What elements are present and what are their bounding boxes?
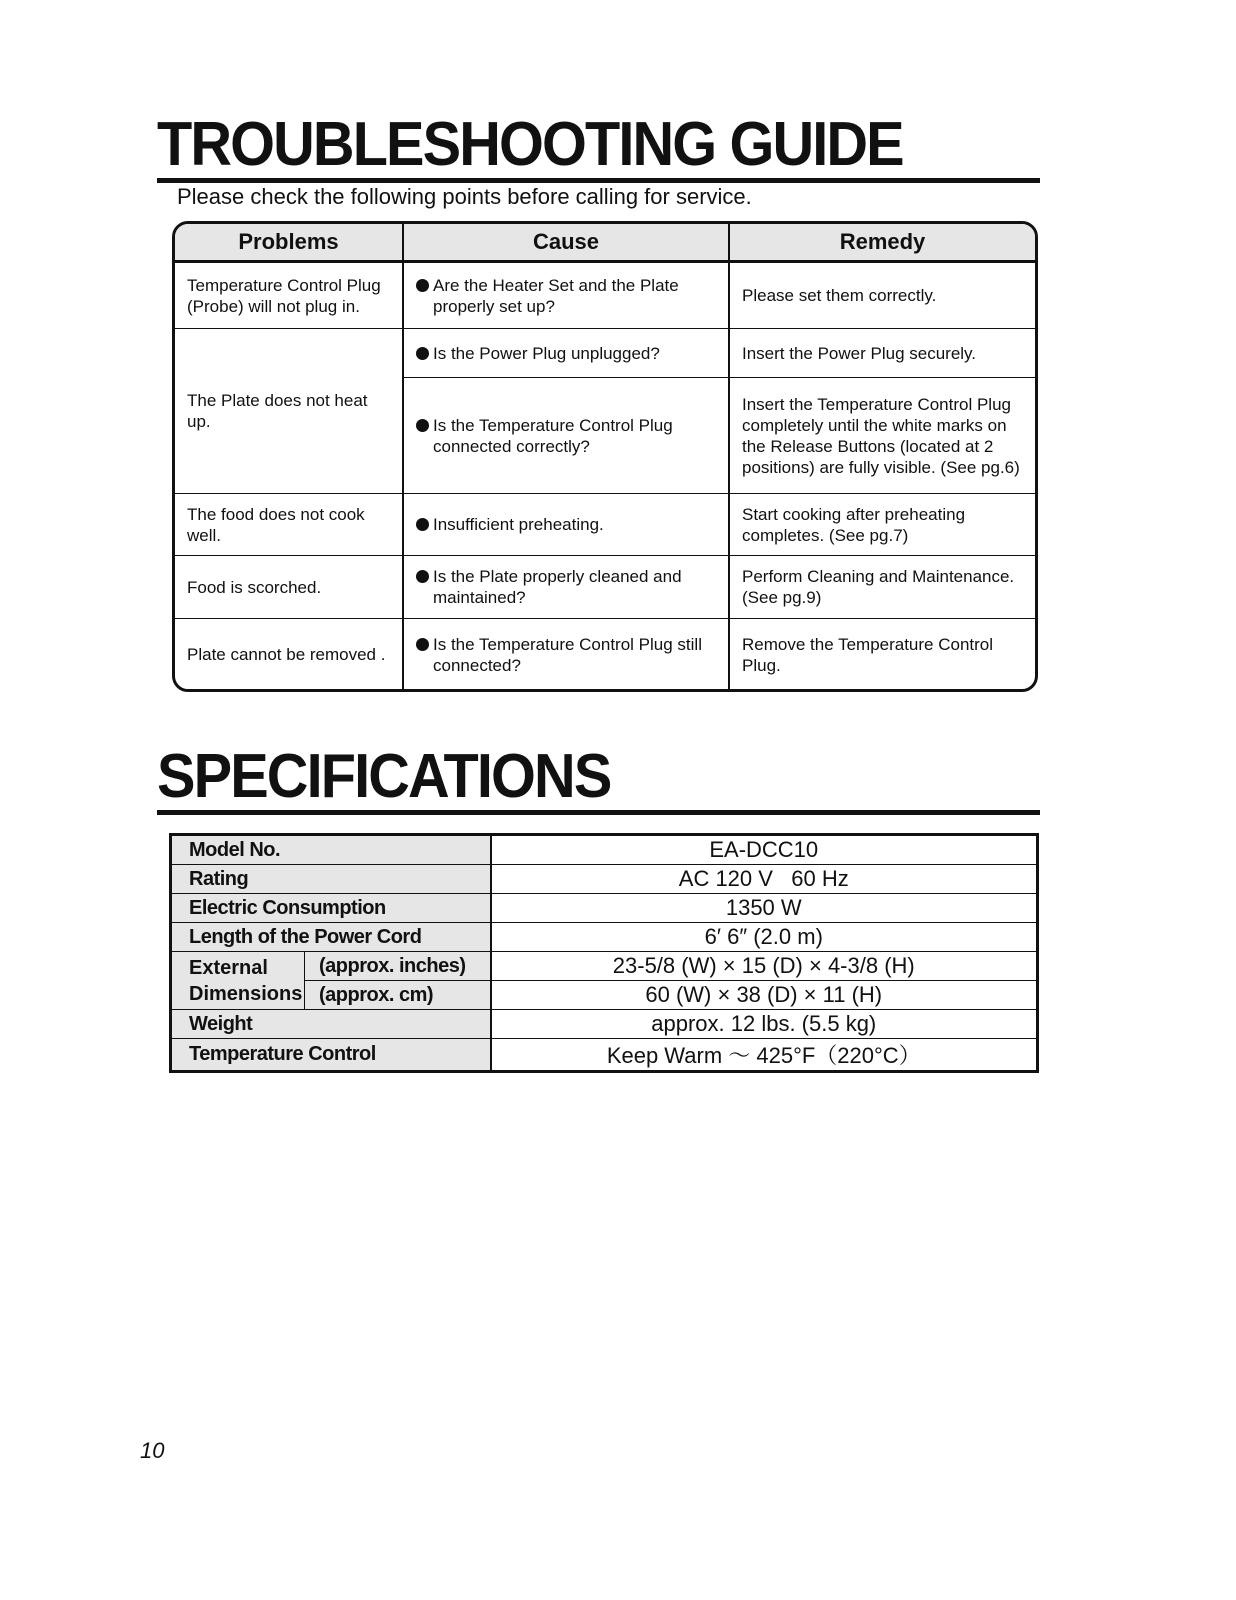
problem-cell: Temperature Control Plug (Probe) will not plug in. <box>187 275 381 316</box>
spec-label-consumption: Electric Consumption <box>171 894 491 923</box>
spec-label-weight: Weight <box>171 1010 491 1039</box>
spec-value-cord: 6′ 6″ (2.0 m) <box>491 923 1038 952</box>
spec-label-temperature: Temperature Control <box>171 1039 491 1072</box>
remedy-cell: Start cooking after preheating completes. (See pg.7) <box>729 494 1035 556</box>
spec-value-weight: approx. 12 lbs. (5.5 kg) <box>491 1010 1038 1039</box>
specifications-title: SPECIFICATIONS <box>157 742 611 811</box>
spec-label-rating: Rating <box>171 865 491 894</box>
remedy-cell: Insert the Temperature Control Plug completely until the white marks on the Release Buttons (located at 2 positions) are fully visible. (See pg.6) <box>729 378 1035 494</box>
table-row <box>175 556 1035 619</box>
table-header-row <box>175 224 1035 262</box>
table-row <box>171 923 1038 952</box>
troubleshooting-heading <box>157 108 1040 183</box>
dimensions-label-line1: External <box>189 956 268 979</box>
remedy-cell: Perform Cleaning and Maintenance. (See pg.9) <box>729 556 1035 619</box>
table-row <box>171 835 1038 865</box>
cause-text: Insufficient preheating. <box>433 515 604 534</box>
spec-value-inches: 23-5/8 (W) × 15 (D) × 4-3/8 (H) <box>491 952 1038 981</box>
header-remedy: Remedy <box>729 224 1035 262</box>
spec-label-cm: (approx. cm) <box>305 981 491 1010</box>
spec-label-inches: (approx. inches) <box>305 952 491 981</box>
spec-value-temperature: Keep Warm ～ 425°F（220°C） <box>491 1039 1038 1072</box>
troubleshooting-table-frame <box>172 221 1038 692</box>
remedy-cell: Remove the Temperature Control Plug. <box>729 619 1035 691</box>
cause-text: Is the Temperature Control Plug connected correctly? <box>433 415 673 456</box>
spec-label-model: Model No. <box>171 835 491 865</box>
specifications-heading <box>157 740 1040 815</box>
dimensions-label-line2: Dimensions <box>189 982 303 1005</box>
cause-cell <box>403 556 729 619</box>
page-number: 10 <box>140 1438 165 1463</box>
table-row <box>175 619 1035 691</box>
specifications-table <box>169 833 1039 1073</box>
table-row <box>171 1010 1038 1039</box>
troubleshooting-table <box>175 224 1035 691</box>
bullet-icon <box>416 419 429 432</box>
remedy-cell: Please set them correctly. <box>729 262 1035 329</box>
cause-cell <box>403 329 729 378</box>
table-row <box>171 894 1038 923</box>
cause-cell <box>403 619 729 691</box>
troubleshooting-subtitle: Please check the following points before calling for service. <box>177 184 752 209</box>
header-cause: Cause <box>403 224 729 262</box>
cause-text: Is the Temperature Control Plug still connected? <box>433 634 702 675</box>
table-row <box>171 1039 1038 1072</box>
cause-cell <box>403 262 729 329</box>
spec-label-cord: Length of the Power Cord <box>171 923 491 952</box>
troubleshooting-title: TROUBLESHOOTING GUIDE <box>157 110 903 179</box>
cause-cell <box>403 494 729 556</box>
problem-cell: Food is scorched. <box>175 556 403 619</box>
table-row <box>175 494 1035 556</box>
bullet-icon <box>416 347 429 360</box>
header-problems: Problems <box>175 224 403 262</box>
bullet-icon <box>416 570 429 583</box>
bullet-icon <box>416 638 429 651</box>
problem-cell: The Plate does not heat up. <box>175 329 403 494</box>
cause-text: Is the Power Plug unplugged? <box>433 343 660 363</box>
cause-text: Is the Plate properly cleaned and maintained? <box>433 567 682 607</box>
remedy-cell: Insert the Power Plug securely. <box>729 329 1035 378</box>
spec-value-model: EA-DCC10 <box>491 835 1038 865</box>
cause-text: Are the Heater Set and the Plate properly set up? <box>433 275 679 316</box>
spec-value-consumption: 1350 W <box>491 894 1038 923</box>
spec-label-dimensions <box>171 952 305 1010</box>
spec-value-cm: 60 (W) × 38 (D) × 11 (H) <box>491 981 1038 1010</box>
table-row <box>175 262 1035 329</box>
bullet-icon <box>416 279 429 292</box>
bullet-icon <box>416 518 429 531</box>
cause-cell <box>403 378 729 494</box>
problem-cell: Plate cannot be removed . <box>175 619 403 691</box>
table-row <box>171 952 1038 981</box>
table-row <box>171 865 1038 894</box>
problem-cell: The food does not cook well. <box>175 494 403 556</box>
spec-value-rating: AC 120 V 60 Hz <box>491 865 1038 894</box>
table-row <box>175 329 1035 378</box>
